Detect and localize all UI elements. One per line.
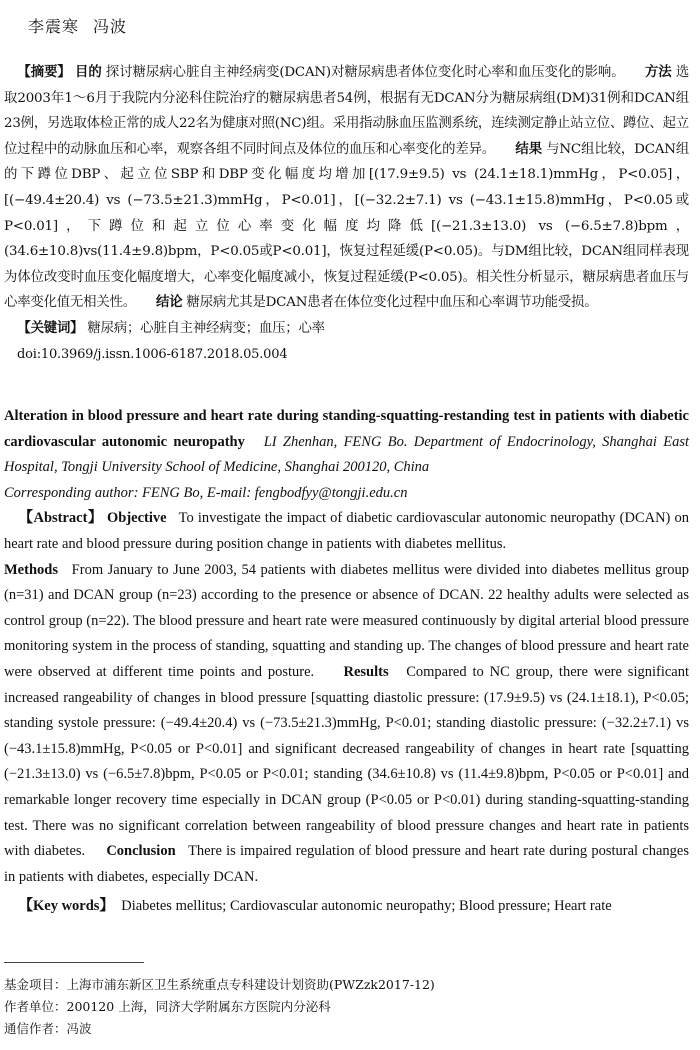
english-abstract-body: [4, 506, 689, 557]
corresponding-footnote: 通信作者：冯波: [4, 1021, 92, 1036]
fund-footnote: 基金项目：上海市浦东新区卫生系统重点专科建设计划资助(PWZzk2017-12): [4, 977, 435, 992]
conclusion-text: 糖尿病尤其是DCAN患者在体位变化过程中血压和心率调节功能受损。: [186, 295, 598, 311]
author-name: 李震寒: [28, 17, 80, 36]
english-abstract-label: 【Abstract】: [18, 510, 103, 527]
english-methods-text: From January to June 2003, 54 patients with diabetes mellitus were divided into diabetes mellitus group (n=31) and DCAN group (n=23) according to the presence or absence of DCAN. 22 healthy adults were selected as control group (n=22). The blood pressure and heart rate were measured continuously by digital arterial blood pressure monitoring system in the process of standing, squatting and standing up. The changes of blood pressure and heart rate were observed at different time points and posture.: [4, 561, 689, 680]
english-keywords-text: Diabetes mellitus; Cardiovascular autonomic neuropathy; Blood pressure; Heart rate: [121, 898, 612, 915]
keywords-text: 糖尿病；心脏自主神经病变；血压；心率: [87, 320, 325, 336]
doi: doi:10.3969/j.issn.1006-6187.2018.05.004: [17, 346, 288, 362]
results-label: 结果: [515, 140, 542, 157]
english-objective-text: To investigate the impact of diabetic cardiovascular autonomic neuropathy (DCAN) on heart rate and blood pressure during position change in patients with diabetes mellitus.: [4, 510, 689, 552]
footnotes: [4, 974, 689, 1040]
affiliation-footnote: 作者单位：200120 上海，同济大学附属东方医院内分泌科: [4, 999, 331, 1014]
english-methods: [4, 558, 689, 891]
english-results-label: Results: [343, 663, 389, 680]
author-name: 冯波: [93, 17, 128, 36]
english-methods-label: Methods: [4, 561, 58, 578]
chinese-abstract: [4, 60, 689, 367]
chinese-abstract-body: [4, 60, 689, 316]
english-authors-affiliation: LI Zhenhan, FENG Bo. Department of Endocrinology, Shanghai East Hospital, Tongji University School of Medicine, Shanghai 200120, China: [4, 433, 689, 476]
results-text: 与NC组比较，DCAN组的下蹲位DBP、起立位SBP和DBP变化幅度均增加[(17.9±9.5) vs (24.1±18.1)mmHg，P<0.05]，[(−49.4±20.4) vs (−73.5±21.3)mmHg，P<0.01]，[(−32.2±7.1) vs (−43.1±15.8)mmHg，P<0.05或P<0.01]，下蹲位和起立位心率变化幅度均降低[(−21.3±13.0) vs (−6.5±7.8)bpm，(34.6±10.8)vs(11.4±9.8)bpm，P<0.05或P<0.01]，恢复过程延缓(P<0.05)。与DM组比较，DCAN组同样表现为体位改变时血压变化幅度增大，心率变化幅度减小，恢复过程延缓(P<0.05)。相关性分析显示，糖尿病患者血压与心率变化值无相关性。: [4, 141, 690, 311]
english-keywords-label: 【Key words】: [18, 898, 114, 915]
keywords-label: 【关键词】: [17, 319, 84, 336]
english-title-text: Alteration in blood pressure and heart rate during standing-squatting-restanding test in patients with diabetic cardiovascular autonomic neuropathy: [4, 408, 689, 450]
objective-text: 探讨糖尿病心脏自主神经病变(DCAN)对糖尿病患者体位变化时心率和血压变化的影响。: [105, 65, 625, 80]
abstract-label: 【摘要】: [17, 64, 71, 80]
english-objective-label: Objective: [107, 510, 167, 527]
english-conclusion-label: Conclusion: [106, 843, 176, 860]
chinese-keywords: [4, 316, 689, 342]
chinese-authors: [28, 14, 127, 37]
objective-label: 目的: [74, 64, 102, 80]
english-results-text: Compared to NC group, there were significant increased rangeability of changes in blood pressure [squatting diastolic pressure: (17.9±9.5) vs (24.1±18.1), P<0.05; standing systole pressure: (−49.4±20.4) vs (−73.5±21.3)mmHg, P<0.01; standing diastolic pressure: (−32.2±7.1) vs (−43.1±15.8)mmHg, P<0.05 or P<0.01] and significant decreased rangeability of changes in heart rate [squatting (−21.3±13.0) vs (−6.5±7.8)bpm, P<0.05 or P<0.01; standing (34.6±10.8) vs (11.4±9.8)bpm, P<0.05 or P<0.01] and remarkable longer recovery time especially in DCAN group (P<0.05 or P<0.01) during standing-squatting-standing test. There was no significant correlation between rangeability of blood pressure changes and heart rate in patients with diabetes.: [4, 663, 690, 860]
methods-label: 方法: [644, 64, 672, 80]
english-corresponding: Corresponding author: FENG Bo, E-mail: fengbodfyy@tongji.edu.cn: [4, 484, 408, 501]
english-conclusion-text: There is impaired regulation of blood pressure and heart rate during postural changes in patients with diabetes, especially DCAN.: [4, 843, 690, 885]
english-keywords: [4, 894, 689, 920]
methods-text: 选取2003年1～6月于我院内分泌科住院治疗的糖尿病患者54例，根据有无DCAN分为糖尿病组(DM)31例和DCAN组23例，另选取体检正常的成人22名为健康对照(NC)组。采用指动脉血压监测系统，连续测定静止站立位、蹲位、起立位过程中的动脉血压和心率，观察各组不同时间点及体位的血压和心率变化的差异。: [4, 65, 690, 157]
footnote-divider: [4, 962, 144, 963]
english-title: [4, 404, 689, 481]
english-abstract: [4, 404, 689, 920]
conclusion-label: 结论: [156, 294, 183, 311]
